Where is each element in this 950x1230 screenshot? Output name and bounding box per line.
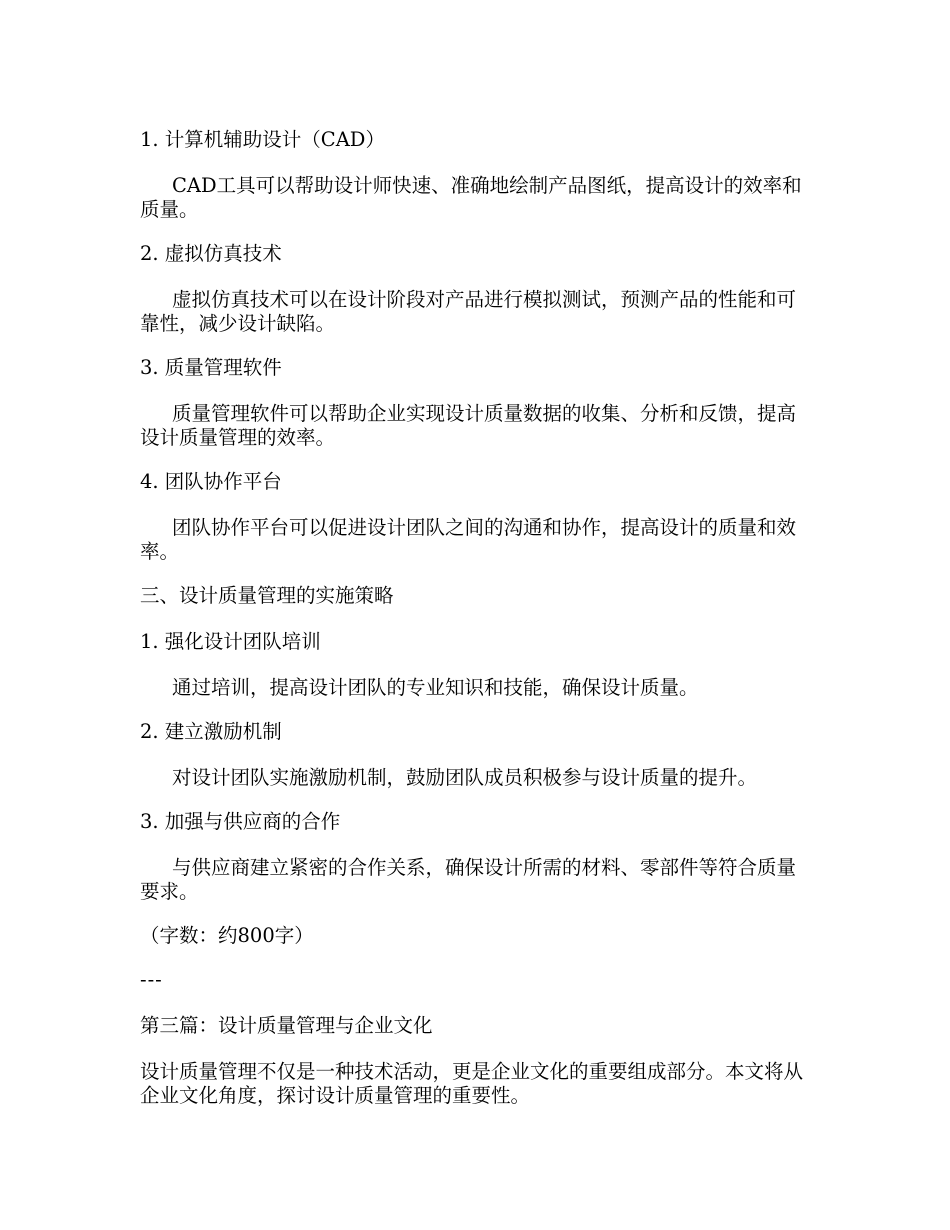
paragraph-collaboration: 团队协作平台可以促进设计团队之间的沟通和协作，提高设计的质量和效率。	[140, 516, 797, 563]
paragraph-incentive: 对设计团队实施激励机制，鼓励团队成员积极参与设计质量的提升。	[172, 766, 758, 789]
chapter-heading-strategies: 三、设计质量管理的实施策略	[140, 584, 394, 607]
section-heading-quality-software: 3. 质量管理软件	[140, 356, 282, 379]
section-heading-collaboration: 4. 团队协作平台	[140, 470, 282, 493]
article-title-part-three: 第三篇：设计质量管理与企业文化	[140, 1014, 433, 1037]
section-heading-training: 1. 强化设计团队培训	[140, 630, 321, 653]
paragraph-simulation: 虚拟仿真技术可以在设计阶段对产品进行模拟测试，预测产品的性能和可靠性，减少设计缺陷。	[140, 288, 797, 335]
paragraph-suppliers: 与供应商建立紧密的合作关系，确保设计所需的材料、零部件等符合质量要求。	[140, 856, 797, 903]
document-page	[140, 128, 810, 1128]
paragraph-quality-software: 质量管理软件可以帮助企业实现设计质量数据的收集、分析和反馈，提高设计质量管理的效率。	[140, 402, 797, 449]
word-count-note: （字数：约800字）	[140, 924, 314, 947]
section-heading-simulation: 2. 虚拟仿真技术	[140, 242, 282, 265]
paragraph-intro-part-three: 设计质量管理不仅是一种技术活动，更是企业文化的重要组成部分。本文将从企业文化角度，探讨设计质量管理的重要性。	[140, 1060, 804, 1107]
paragraph-cad: CAD工具可以帮助设计师快速、准确地绘制产品图纸，提高设计的效率和质量。	[140, 174, 802, 221]
paragraph-training: 通过培训，提高设计团队的专业知识和技能，确保设计质量。	[172, 676, 699, 699]
section-heading-suppliers: 3. 加强与供应商的合作	[140, 810, 341, 833]
section-heading-incentive: 2. 建立激励机制	[140, 720, 282, 743]
section-separator: ---	[140, 968, 163, 991]
section-heading-cad: 1. 计算机辅助设计（CAD）	[140, 128, 385, 151]
